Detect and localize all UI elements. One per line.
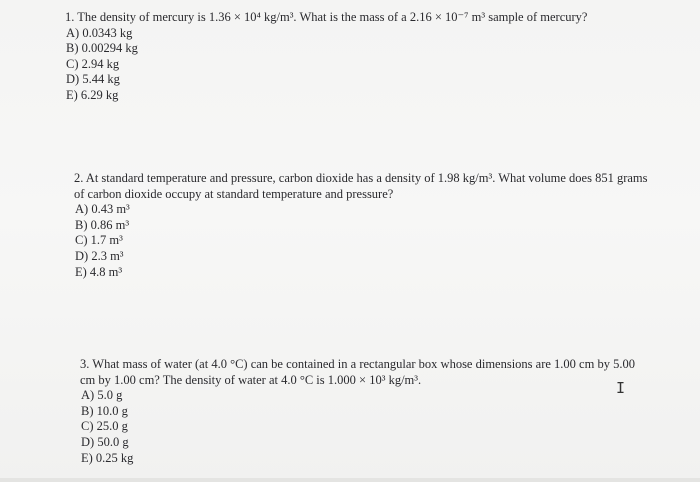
answer-choice-e: E) 6.29 kg	[66, 87, 119, 102]
answer-choice-a: A) 5.0 g	[81, 388, 123, 403]
question-stem: 1. The density of mercury is 1.36 × 10⁴ kg/m³. What is the mass of a 2.16 × 10⁻⁷ m³ sample of mercury?	[65, 10, 588, 24]
answer-choice-b: B) 0.00294 kg	[66, 41, 138, 56]
page-bottom-edge	[0, 478, 700, 482]
answer-choice-b: B) 0.86 m³	[75, 217, 130, 232]
question-3	[80, 357, 650, 466]
answer-choice-c: C) 25.0 g	[81, 419, 128, 434]
answer-choice-b: B) 10.0 g	[81, 403, 128, 418]
answer-choice-c: C) 2.94 kg	[66, 56, 120, 71]
question-2	[74, 171, 654, 280]
answer-choice-e: E) 4.8 m³	[75, 264, 123, 279]
text-cursor-icon: I	[616, 379, 626, 397]
question-1	[65, 10, 685, 104]
answer-choice-a: A) 0.43 m³	[75, 202, 130, 217]
answer-choice-d: D) 2.3 m³	[75, 248, 124, 263]
answer-choice-e: E) 0.25 kg	[81, 450, 134, 465]
answer-choice-c: C) 1.7 m³	[75, 233, 123, 248]
answer-choice-d: D) 5.44 kg	[66, 72, 120, 87]
answer-choice-d: D) 50.0 g	[81, 434, 129, 449]
question-stem: 3. What mass of water (at 4.0 °C) can be contained in a rectangular box whose dimensions are 1.00 cm by 5.00 cm by 1.00 cm? The density of water at 4.0 °C is 1.000 × 10³ kg/m³.	[80, 357, 635, 387]
question-stem: 2. At standard temperature and pressure, carbon dioxide has a density of 1.98 kg/m³. What volume does 851 grams of carbon dioxide occupy at standard temperature and pressure?	[74, 171, 648, 201]
answer-choice-a: A) 0.0343 kg	[66, 25, 133, 40]
